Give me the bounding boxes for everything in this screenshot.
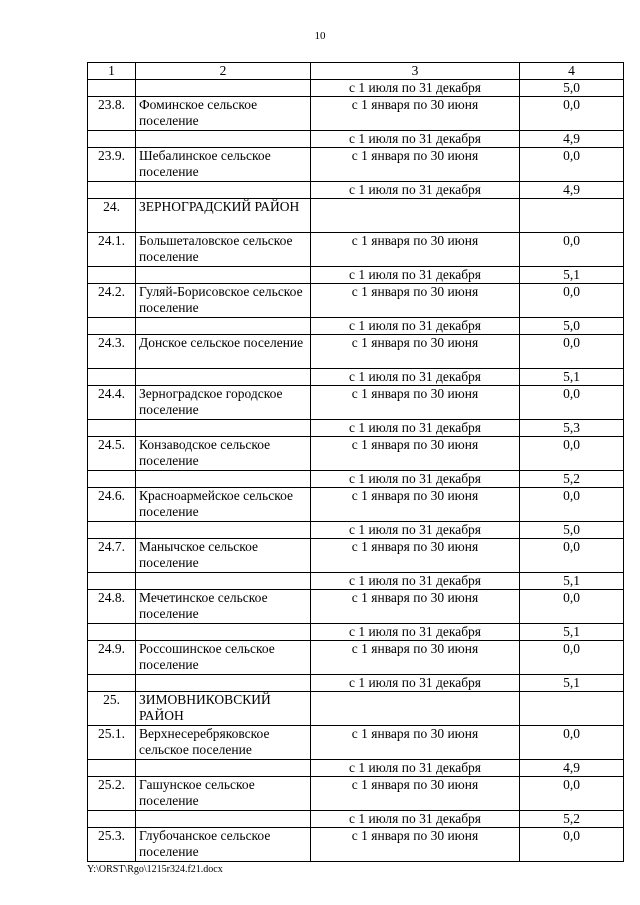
value-cell: 0,0 xyxy=(520,148,624,182)
period-cell: с 1 января по 30 июня xyxy=(311,437,520,471)
period-row xyxy=(88,80,624,97)
settlement-name: Глубочанское сельское поселение xyxy=(136,828,311,862)
settlement-row xyxy=(88,148,624,182)
column-header-2: 2 xyxy=(136,63,311,80)
settlement-row xyxy=(88,539,624,573)
settlement-row xyxy=(88,641,624,675)
period-row xyxy=(88,471,624,488)
value-cell xyxy=(520,692,624,726)
row-number xyxy=(88,420,136,437)
row-number: 24.9. xyxy=(88,641,136,675)
row-number: 23.8. xyxy=(88,97,136,131)
value-cell: 0,0 xyxy=(520,828,624,862)
settlement-row xyxy=(88,386,624,420)
row-number: 25.3. xyxy=(88,828,136,862)
settlement-name: ЗИМОВНИКОВСКИЙ РАЙОН xyxy=(136,692,311,726)
period-cell: с 1 июля по 31 декабря xyxy=(311,80,520,97)
value-cell: 4,9 xyxy=(520,760,624,777)
value-cell: 5,0 xyxy=(520,80,624,97)
settlement-name: Гуляй-Борисовское сельское поселение xyxy=(136,284,311,318)
row-number: 24.7. xyxy=(88,539,136,573)
settlement-name: Гашунское сельское поселение xyxy=(136,777,311,811)
value-cell: 5,2 xyxy=(520,471,624,488)
period-cell: с 1 января по 30 июня xyxy=(311,148,520,182)
row-number: 25. xyxy=(88,692,136,726)
row-number: 24.6. xyxy=(88,488,136,522)
period-row xyxy=(88,267,624,284)
settlement-name: Фоминское сельское поселение xyxy=(136,97,311,131)
value-cell: 0,0 xyxy=(520,777,624,811)
row-number xyxy=(88,471,136,488)
period-cell: с 1 января по 30 июня xyxy=(311,335,520,369)
period-cell: с 1 июля по 31 декабря xyxy=(311,267,520,284)
settlement-name xyxy=(136,131,311,148)
settlement-name: Шебалинское сельское поселение xyxy=(136,148,311,182)
period-cell: с 1 июля по 31 декабря xyxy=(311,573,520,590)
settlement-name: Манычское сельское поселение xyxy=(136,539,311,573)
period-cell: с 1 июля по 31 декабря xyxy=(311,811,520,828)
value-cell: 4,9 xyxy=(520,182,624,199)
page-number: 10 xyxy=(314,30,326,42)
period-cell: с 1 января по 30 июня xyxy=(311,488,520,522)
period-cell: с 1 июля по 31 декабря xyxy=(311,420,520,437)
row-number xyxy=(88,760,136,777)
settlement-row xyxy=(88,284,624,318)
district-row xyxy=(88,199,624,233)
period-cell: с 1 июля по 31 декабря xyxy=(311,318,520,335)
settlement-name: Россошинское сельское поселение xyxy=(136,641,311,675)
settlement-row xyxy=(88,233,624,267)
value-cell: 0,0 xyxy=(520,233,624,267)
settlement-name xyxy=(136,369,311,386)
settlement-name xyxy=(136,420,311,437)
value-cell xyxy=(520,199,624,233)
value-cell: 0,0 xyxy=(520,641,624,675)
row-number xyxy=(88,267,136,284)
period-cell: с 1 июля по 31 декабря xyxy=(311,522,520,539)
period-row xyxy=(88,760,624,777)
row-number xyxy=(88,369,136,386)
value-cell: 0,0 xyxy=(520,539,624,573)
row-number: 23.9. xyxy=(88,148,136,182)
row-number: 24.3. xyxy=(88,335,136,369)
period-row xyxy=(88,182,624,199)
settlement-row xyxy=(88,437,624,471)
period-cell: с 1 января по 30 июня xyxy=(311,828,520,862)
row-number: 25.2. xyxy=(88,777,136,811)
period-cell: с 1 января по 30 июня xyxy=(311,777,520,811)
value-cell: 5,0 xyxy=(520,522,624,539)
value-cell: 5,1 xyxy=(520,624,624,641)
period-cell: с 1 января по 30 июня xyxy=(311,284,520,318)
value-cell: 4,9 xyxy=(520,131,624,148)
period-cell: с 1 января по 30 июня xyxy=(311,641,520,675)
row-number xyxy=(88,131,136,148)
row-number: 24.8. xyxy=(88,590,136,624)
settlement-name xyxy=(136,80,311,97)
row-number xyxy=(88,80,136,97)
period-cell: с 1 января по 30 июня xyxy=(311,539,520,573)
settlement-name: Красноармейское сельское поселение xyxy=(136,488,311,522)
row-number xyxy=(88,811,136,828)
row-number xyxy=(88,675,136,692)
settlement-name: Конзаводское сельское поселение xyxy=(136,437,311,471)
settlement-name: Верхнесеребряковское сельское поселение xyxy=(136,726,311,760)
period-cell: с 1 июля по 31 декабря xyxy=(311,675,520,692)
row-number xyxy=(88,573,136,590)
period-cell: с 1 января по 30 июня xyxy=(311,726,520,760)
value-cell: 0,0 xyxy=(520,726,624,760)
row-number: 25.1. xyxy=(88,726,136,760)
period-cell: с 1 июля по 31 декабря xyxy=(311,131,520,148)
settlement-row xyxy=(88,488,624,522)
settlement-name xyxy=(136,522,311,539)
column-header-4: 4 xyxy=(520,63,624,80)
value-cell: 5,1 xyxy=(520,573,624,590)
settlement-name xyxy=(136,675,311,692)
value-cell: 0,0 xyxy=(520,386,624,420)
period-cell: с 1 июля по 31 декабря xyxy=(311,760,520,777)
settlement-name: ЗЕРНОГРАДСКИЙ РАЙОН xyxy=(136,199,311,233)
settlement-name xyxy=(136,573,311,590)
value-cell: 5,2 xyxy=(520,811,624,828)
period-cell: с 1 июля по 31 декабря xyxy=(311,471,520,488)
period-cell: с 1 июля по 31 декабря xyxy=(311,369,520,386)
column-header-1: 1 xyxy=(88,63,136,80)
settlement-row xyxy=(88,590,624,624)
settlement-name: Большеталовское сельское поселение xyxy=(136,233,311,267)
period-cell: с 1 января по 30 июня xyxy=(311,233,520,267)
period-row xyxy=(88,624,624,641)
settlement-name xyxy=(136,182,311,199)
value-cell: 0,0 xyxy=(520,437,624,471)
value-cell: 0,0 xyxy=(520,335,624,369)
period-cell: с 1 июля по 31 декабря xyxy=(311,182,520,199)
period-row xyxy=(88,522,624,539)
row-number: 24.5. xyxy=(88,437,136,471)
period-cell: с 1 января по 30 июня xyxy=(311,386,520,420)
table-header-row xyxy=(88,63,624,80)
row-number: 24. xyxy=(88,199,136,233)
value-cell: 5,1 xyxy=(520,267,624,284)
period-cell: с 1 января по 30 июня xyxy=(311,97,520,131)
settlement-name: Зерноградское городское поселение xyxy=(136,386,311,420)
period-cell xyxy=(311,692,520,726)
file-path-footer: Y:\ORST\Rgo\1215r324.f21.docx xyxy=(87,864,223,875)
period-row xyxy=(88,131,624,148)
settlement-name xyxy=(136,811,311,828)
settlement-name xyxy=(136,471,311,488)
row-number: 24.4. xyxy=(88,386,136,420)
period-row xyxy=(88,811,624,828)
row-number xyxy=(88,522,136,539)
row-number: 24.1. xyxy=(88,233,136,267)
settlement-name xyxy=(136,267,311,284)
value-cell: 5,1 xyxy=(520,369,624,386)
period-row xyxy=(88,420,624,437)
tariff-table xyxy=(87,62,624,862)
period-cell xyxy=(311,199,520,233)
period-cell: с 1 июля по 31 декабря xyxy=(311,624,520,641)
settlement-name xyxy=(136,318,311,335)
settlement-name: Мечетинское сельское поселение xyxy=(136,590,311,624)
period-row xyxy=(88,675,624,692)
period-cell: с 1 января по 30 июня xyxy=(311,590,520,624)
value-cell: 0,0 xyxy=(520,97,624,131)
settlement-row xyxy=(88,726,624,760)
column-header-3: 3 xyxy=(311,63,520,80)
period-row xyxy=(88,369,624,386)
row-number: 24.2. xyxy=(88,284,136,318)
settlement-row xyxy=(88,828,624,862)
value-cell: 0,0 xyxy=(520,590,624,624)
settlement-row xyxy=(88,97,624,131)
settlement-name xyxy=(136,760,311,777)
period-row xyxy=(88,573,624,590)
settlement-name: Донское сельское поселение xyxy=(136,335,311,369)
value-cell: 5,1 xyxy=(520,675,624,692)
settlement-name xyxy=(136,624,311,641)
value-cell: 0,0 xyxy=(520,488,624,522)
settlement-row xyxy=(88,777,624,811)
district-row xyxy=(88,692,624,726)
settlement-row xyxy=(88,335,624,369)
row-number xyxy=(88,182,136,199)
value-cell: 5,3 xyxy=(520,420,624,437)
value-cell: 0,0 xyxy=(520,284,624,318)
row-number xyxy=(88,318,136,335)
row-number xyxy=(88,624,136,641)
value-cell: 5,0 xyxy=(520,318,624,335)
period-row xyxy=(88,318,624,335)
